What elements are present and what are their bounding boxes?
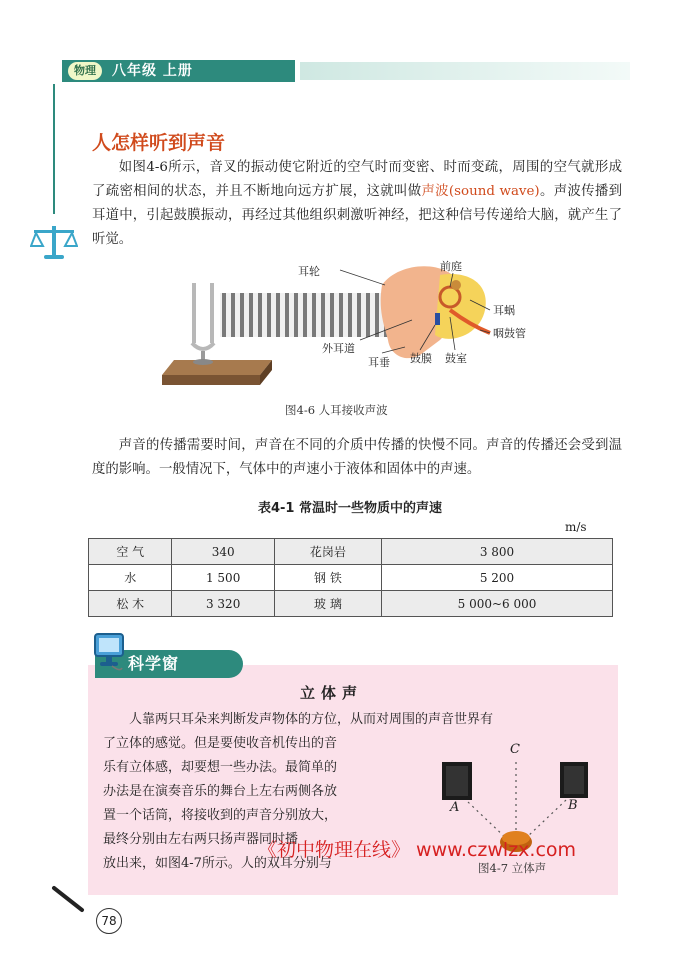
table-row: [89, 539, 613, 565]
label-pinna: 耳轮: [298, 265, 320, 278]
sound-speed-table: [88, 538, 613, 617]
table-cell: 5 200: [382, 565, 613, 591]
table-cell: 3 320: [172, 591, 274, 617]
label-b: B: [568, 798, 578, 813]
paragraph-speed: 声音的传播需要时间，声音在不同的介质中传播的快慢不同。声音的传播还会受到温度的影响。一般情况下，气体中的声速小于液体和固体中的声速。: [92, 438, 622, 477]
table-cell: 340: [172, 539, 274, 565]
paragraph-text: 。声波传播到耳道中，引起鼓膜振动，再经过其他组织刺激听神经，把这种信号传递给大脑，就产生了听觉。: [92, 184, 623, 247]
margin-line: [53, 84, 55, 214]
figure-4-6-caption: 图4-6 人耳接收声波: [285, 403, 388, 417]
table-cell: 花岗岩: [274, 539, 381, 565]
science-window-title: 立体声: [300, 684, 364, 702]
label-ear-canal: 外耳道: [322, 342, 355, 355]
balance-scale-icon: [30, 222, 78, 262]
monitor-icon: [92, 630, 126, 674]
table-cell: 钢 铁: [274, 565, 381, 591]
label-vestibule: 前庭: [440, 260, 462, 273]
label-eustachian: 咽鼓管: [493, 327, 526, 340]
table-unit: m/s: [565, 520, 587, 534]
science-line: 放出来，如图4-7所示。人的双耳分别与: [103, 856, 332, 871]
label-eardrum: 鼓膜: [410, 352, 432, 365]
header-gradient: [300, 62, 630, 80]
label-tympanic: 鼓室: [445, 352, 467, 365]
science-line: 置一个话筒，将接收到的声音分别放大，: [103, 808, 338, 823]
table-cell: 5 000~6 000: [382, 591, 613, 617]
table-title: 表4-1 常温时一些物质中的声速: [257, 501, 442, 516]
table-row: [89, 565, 613, 591]
science-line: 乐有立体感，却要想一些办法。最简单的: [103, 760, 338, 775]
page-number: 78: [96, 908, 122, 934]
magnifier-icon: [48, 882, 104, 922]
label-cochlea: 耳蜗: [493, 304, 515, 317]
figure-4-7-caption: 图4-7 立体声: [478, 861, 547, 875]
grade-label: 八年级 上册: [112, 63, 193, 79]
science-line: 办法是在演奏音乐的舞台上左右两侧各放: [103, 784, 338, 799]
watermark: 《初中物理在线》 www.czwlzx.com: [258, 839, 577, 861]
table-cell: 水: [89, 565, 172, 591]
science-line: 最终分别由左右两只扬声器同时播: [103, 832, 299, 847]
science-window-label: 科学窗: [128, 654, 180, 673]
label-earlobe: 耳垂: [368, 356, 390, 369]
table-cell: 1 500: [172, 565, 274, 591]
table-cell: 松 木: [89, 591, 172, 617]
label-a: A: [450, 800, 460, 815]
subject-badge: 物理: [68, 62, 102, 80]
table-cell: 玻 璃: [274, 591, 381, 617]
table-row: [89, 591, 613, 617]
section-title: 人怎样听到声音: [92, 132, 226, 154]
science-line: 人靠两只耳朵来判断发声物体的方位，从而对周围的声音世界有: [129, 712, 494, 727]
term-sound-wave: 声波(sound wave): [421, 184, 540, 199]
science-line: 了立体的感觉。但是要使收音机传出的音: [103, 736, 338, 751]
paragraph-text: 如图4-6所示，音叉的振动使它附近的空气时而变密、时而变疏，周围的空气就形成了疏密相间的状态，并且不断地向远方扩展，这就叫做: [92, 160, 622, 199]
paragraph-sound-wave: [92, 156, 622, 252]
table-cell: 空 气: [89, 539, 172, 565]
table-cell: 3 800: [382, 539, 613, 565]
label-c: C: [510, 742, 520, 757]
